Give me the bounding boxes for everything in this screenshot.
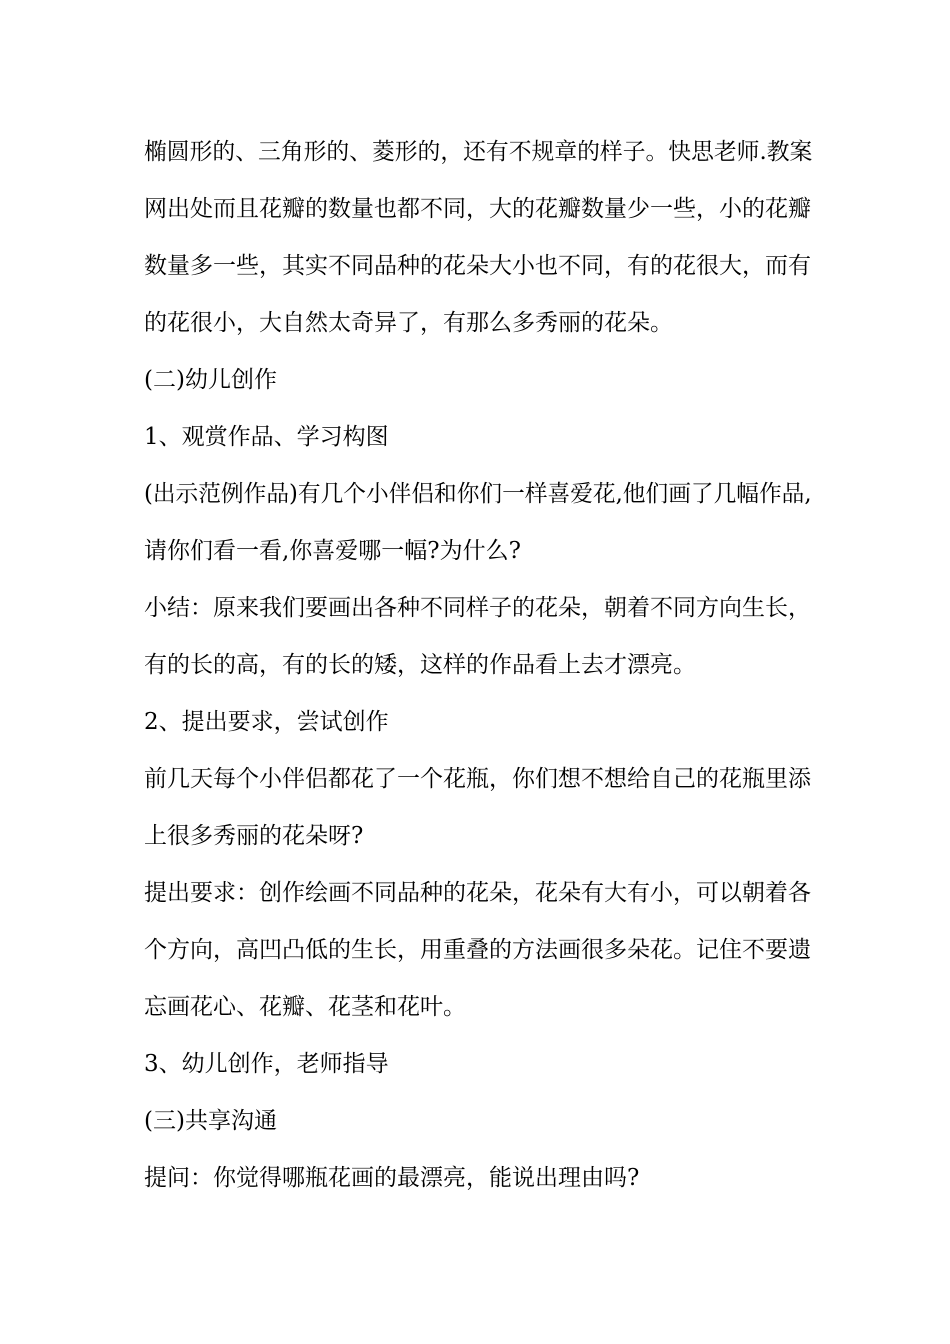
paragraph-line: 请你们看一看,你喜爱哪一幅?为什么? [144,538,521,564]
subsection-heading: 3、幼儿创作，老师指导 [144,1051,389,1077]
section-heading: (二)幼儿创作 [144,367,277,393]
paragraph-line: 数量多一些，其实不同品种的花朵大小也不同，有的花很大，而有 [144,253,811,279]
subsection-heading: 1、观赏作品、学习构图 [144,424,389,450]
paragraph-line: 上很多秀丽的花朵呀? [144,823,364,849]
section-heading: (三)共享沟通 [144,1108,277,1134]
paragraph-line: 有的长的高，有的长的矮，这样的作品看上去才漂亮。 [144,652,696,678]
paragraph-line: 个方向，高凹凸低的生长，用重叠的方法画很多朵花。记住不要遗 [144,937,811,963]
paragraph-line: (出示范例作品)有几个小伴侣和你们一样喜爱花,他们画了几幅作品, [144,481,812,507]
paragraph-line: 提出要求：创作绘画不同品种的花朵，花朵有大有小，可以朝着各 [144,880,811,906]
paragraph-line: 椭圆形的、三角形的、菱形的，还有不规章的样子。快思老师.教案 [144,139,813,165]
paragraph-line: 前几天每个小伴侣都花了一个花瓶，你们想不想给自己的花瓶里添 [144,766,811,792]
paragraph-line: 忘画花心、花瓣、花茎和花叶。 [144,994,466,1020]
paragraph-line: 的花很小，大自然太奇异了，有那么多秀丽的花朵。 [144,310,673,336]
paragraph-line: 小结：原来我们要画出各种不同样子的花朵，朝着不同方向生长， [144,595,811,621]
subsection-heading: 2、提出要求，尝试创作 [144,709,389,735]
paragraph-line: 网出处而且花瓣的数量也都不同，大的花瓣数量少一些，小的花瓣 [144,196,811,222]
paragraph-line: 提问：你觉得哪瓶花画的最漂亮，能说出理由吗? [144,1165,640,1191]
